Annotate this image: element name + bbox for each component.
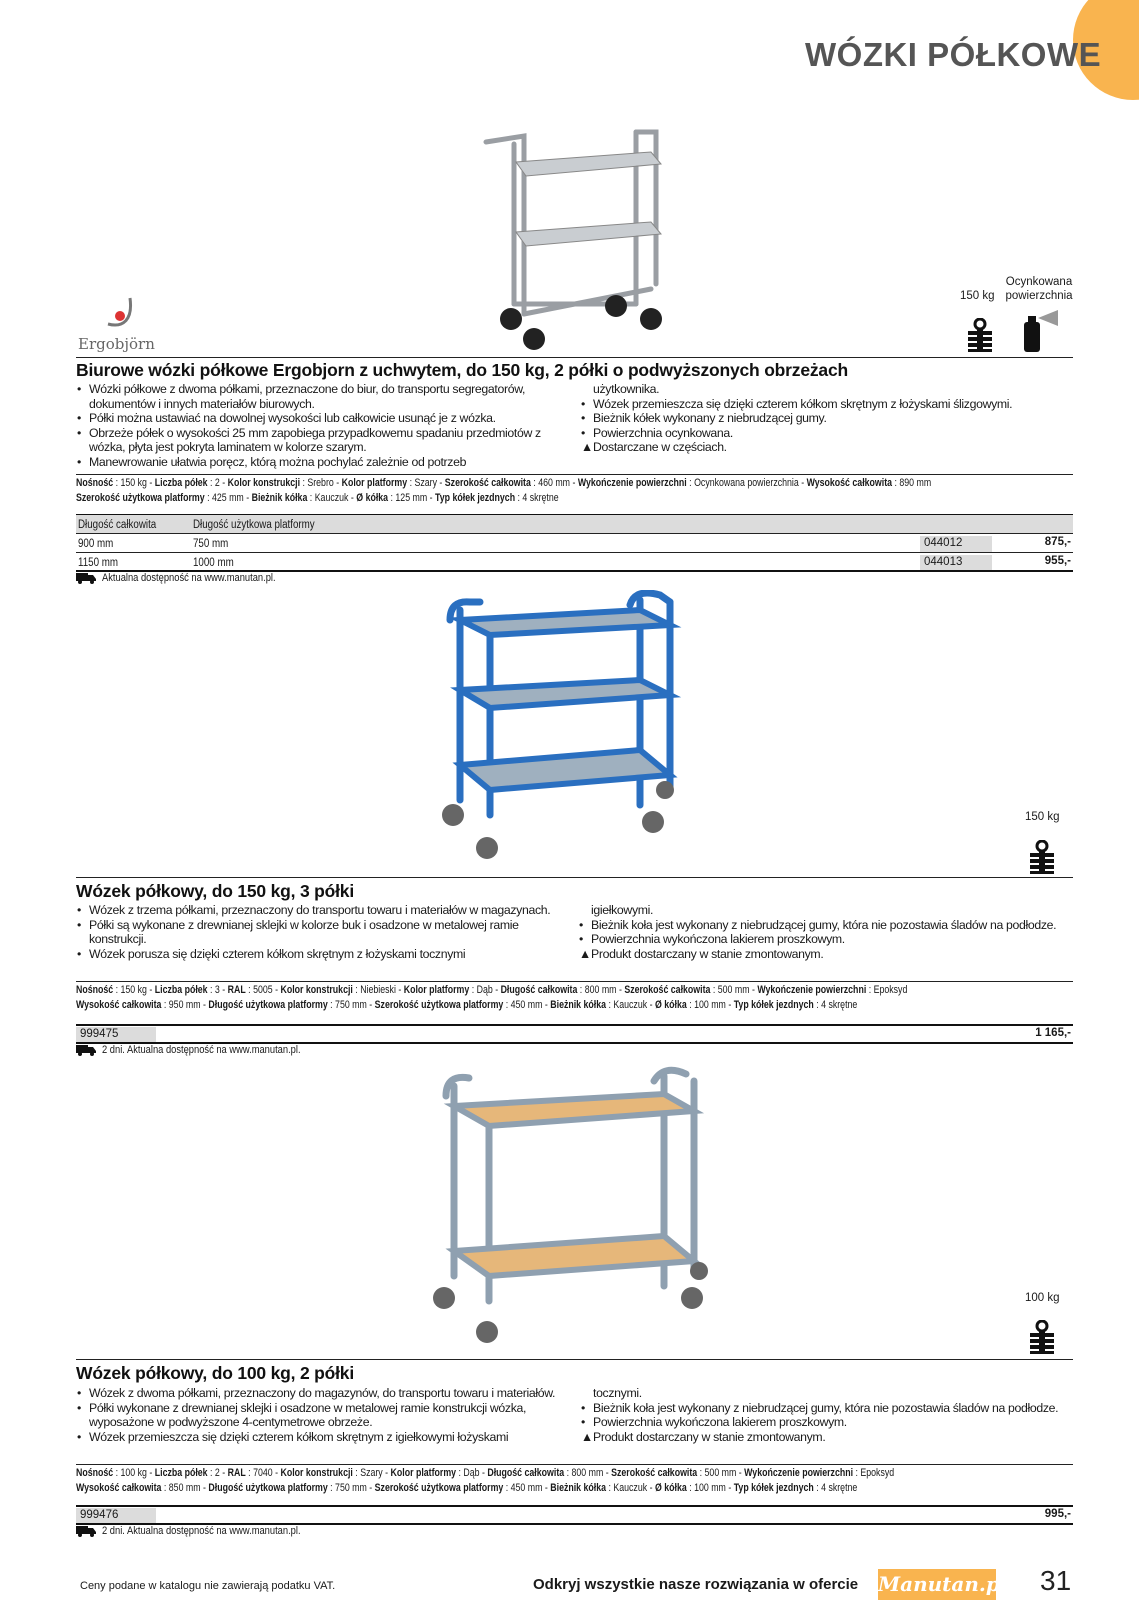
feature-item xyxy=(581,1430,1081,1445)
spec-value: 950 mm xyxy=(168,998,201,1011)
spec-value: 460 mm xyxy=(538,477,571,489)
table-row[interactable] xyxy=(76,1025,1073,1043)
spec-value: 2 xyxy=(214,477,220,489)
spec-value: 450 mm xyxy=(510,1481,543,1494)
spec-value: Epoksyd xyxy=(860,1467,895,1479)
feature-item xyxy=(77,947,577,962)
feature-text: Manewrowanie ułatwia poręcz, którą można pochylać zależnie od potrzeb xyxy=(89,454,467,469)
spec-value: 2 xyxy=(214,1467,220,1479)
feature-text: Powierzchnia ocynkowana. xyxy=(593,425,733,440)
spec-value: 500 mm xyxy=(704,1467,737,1479)
specifications: Nośność : 100 kg - Liczba półek : 2 - RAL : 7040 - Kolor konstrukcji : Szary - Kolor platformy : Dąb - Długość całkowita : 800 mm - Szerokość całkowita : 500 mm - Wykończenie powierzchni : Epoksyd Wysokość całkowita : 850 mm - Długość użytkowa platformy : 750 mm - Szerokość użytkowa platformy : 450 mm - Bieżnik kółka : Kauczuk - Ø kółka : 100 mm - Typ kółek jezdnych : 4 skrętne xyxy=(76,1467,895,1494)
feature-text: Dostarczane w częściach. xyxy=(593,440,727,454)
availability-text: Aktualna dostępność na www.manutan.pl. xyxy=(102,572,276,584)
bullet-marker: • xyxy=(581,425,585,440)
reference-code: 999476 xyxy=(76,1508,156,1524)
feature-text: Powierzchnia wykończona lakierem proszkowym. xyxy=(593,1415,847,1429)
bullet-marker: • xyxy=(77,1400,81,1415)
bullet-marker: • xyxy=(579,932,583,946)
feature-item xyxy=(77,426,577,455)
spec-value: 4 skrętne xyxy=(522,491,559,504)
spec-label: Nośność xyxy=(76,984,114,996)
feature-item xyxy=(77,1430,577,1445)
spec-value: Epoksyd xyxy=(873,984,908,996)
product-title: Wózek półkowy, do 100 kg, 2 półki xyxy=(76,1363,354,1383)
column-header: Długość użytkowa platformy xyxy=(193,519,315,531)
spec-label: Bieżnik kółka xyxy=(251,491,308,504)
spec-value: Kauczuk xyxy=(613,1481,648,1494)
spec-label: Wysokość całkowita xyxy=(806,477,893,489)
bullet-marker: • xyxy=(579,917,583,932)
spec-label: Bieżnik kółka xyxy=(550,1481,607,1494)
feature-text: Wózek z trzema półkami, przeznaczony do transportu towaru i materiałów w magazynach. xyxy=(89,903,551,917)
page-title: WÓZKI PÓŁKOWE xyxy=(805,36,1102,73)
spec-label: Typ kółek jezdnych xyxy=(733,1481,814,1494)
spec-label: Wysokość całkowita xyxy=(76,998,162,1011)
spec-label: Wysokość całkowita xyxy=(76,1481,162,1494)
feature-item xyxy=(77,455,577,470)
feature-text: Produkt dostarczany w stanie zmontowanym. xyxy=(591,946,824,961)
feature-text: Bieżnik koła jest wykonany z niebrudzącej gumy, która nie pozostawia śladów na podłodze. xyxy=(591,917,1057,932)
availability-text: 2 dni. Aktualna dostępność na www.manutan.pl. xyxy=(102,1525,301,1537)
spec-value: 100 mm xyxy=(694,998,726,1011)
feature-text: użytkownika. xyxy=(593,382,660,396)
vat-note: Ceny podane w katalogu nie zawierają podatku VAT. xyxy=(80,1580,336,1592)
capacity-label: 150 kg xyxy=(1025,811,1060,823)
spec-label: Wykończenie powierzchni xyxy=(757,984,867,996)
length-cell: 900 mm xyxy=(78,538,114,550)
truck-icon xyxy=(76,1526,96,1537)
feature-item xyxy=(579,947,1079,962)
feature-item xyxy=(581,411,1081,426)
price: 995,- xyxy=(1044,1508,1071,1520)
length-cell: 1150 mm xyxy=(78,557,119,569)
spec-value: 425 mm xyxy=(211,491,244,504)
product-image-blue-cart xyxy=(435,590,705,870)
bullet-marker: • xyxy=(77,454,81,469)
spec-label: Wykończenie powierzchni xyxy=(744,1467,854,1479)
spec-value: 500 mm xyxy=(717,984,750,996)
weight-icon xyxy=(1028,1320,1056,1354)
bullet-marker: • xyxy=(77,1386,81,1400)
bullet-marker: • xyxy=(77,411,81,425)
spec-label: Liczba półek xyxy=(154,984,208,996)
reference-code: 044012 xyxy=(920,536,992,552)
spec-label: Szerokość całkowita xyxy=(444,477,531,489)
feature-item xyxy=(77,382,577,411)
feature-item xyxy=(579,932,1079,947)
feature-text: tocznymi. xyxy=(593,1386,642,1400)
bullet-marker: • xyxy=(77,903,81,917)
spec-value: Ocynkowana powierzchnia xyxy=(694,477,799,489)
truck-icon xyxy=(76,573,96,584)
feature-item xyxy=(77,918,577,947)
spec-label: Ø kółka xyxy=(654,1481,687,1494)
spec-value: 100 kg xyxy=(120,1467,147,1479)
spec-label: Liczba półek xyxy=(154,477,208,489)
product-image-grey-wood-cart xyxy=(424,1066,720,1352)
spec-value: Kauczuk xyxy=(613,998,648,1011)
spec-value: 3 xyxy=(214,984,220,996)
availability-note xyxy=(76,572,306,584)
feature-item xyxy=(581,1415,1081,1430)
capacity-label: 150 kg xyxy=(960,290,995,302)
feature-text: Bieżnik kółek wykonany z niebrudzącej gumy. xyxy=(593,411,827,425)
feature-item xyxy=(579,918,1079,933)
product-image-ergobjorn-cart xyxy=(466,124,696,354)
feature-text: Półki można ustawiać na dowolnej wysokości lub całkowicie usunąć je z wózka. xyxy=(89,411,496,425)
feature-text: Obrzeże półek o wysokości 25 mm zapobiega przypadkowemu spadaniu przedmiotów z wózka, płyta jest pokryta laminatem w kolorze szarym. xyxy=(89,425,541,454)
platform-cell: 750 mm xyxy=(193,538,229,550)
feature-item xyxy=(581,1401,1081,1416)
price: 875,- xyxy=(1044,536,1071,548)
spec-value: Niebieski xyxy=(360,984,396,996)
table-row[interactable] xyxy=(76,534,1073,552)
bullet-marker: • xyxy=(77,382,81,396)
spec-value: Dąb xyxy=(463,1467,480,1479)
spec-value: 4 skrętne xyxy=(821,1481,858,1494)
brand-name: Ergobjörn xyxy=(78,335,155,353)
spec-label: Szerokość użytkowa platformy xyxy=(374,1481,504,1494)
features-list xyxy=(77,1386,577,1444)
capacity-label: 100 kg xyxy=(1025,1292,1060,1304)
spec-value: 150 kg xyxy=(120,477,147,489)
spec-value: Srebro xyxy=(307,477,334,489)
bullet-marker: • xyxy=(581,411,585,425)
platform-cell: 1000 mm xyxy=(193,557,234,569)
spec-label: Szerokość całkowita xyxy=(624,984,711,996)
manutan-logo[interactable]: Manutan.pl xyxy=(878,1569,996,1600)
feature-item xyxy=(77,411,577,426)
spec-label: RAL xyxy=(227,1467,246,1479)
spec-label: Bieżnik kółka xyxy=(550,998,607,1011)
table-header xyxy=(76,515,1073,533)
bullet-marker: • xyxy=(77,917,81,932)
bullet-marker: • xyxy=(77,1429,81,1444)
features-list xyxy=(77,382,577,469)
spray-paint-icon xyxy=(1020,310,1060,352)
feature-text: Półki wykonane z drewnianej sklejki i osadzone w metalowej ramie konstrukcji wózka, wyposażone w podwyższone 4-centymetrowe obrzeże. xyxy=(89,1400,527,1429)
spec-label: Nośność xyxy=(76,477,114,489)
bullet-marker: • xyxy=(581,1415,585,1429)
page-number: 31 xyxy=(1040,1565,1072,1596)
divider xyxy=(76,981,1073,982)
availability-note xyxy=(76,1525,336,1537)
features-list xyxy=(581,382,1081,455)
bullet-marker: • xyxy=(77,425,81,440)
bullet-marker: ▲ xyxy=(579,946,591,961)
bullet-marker: ▲ xyxy=(581,440,593,454)
reference-code: 044013 xyxy=(920,555,992,571)
table-row[interactable] xyxy=(76,1506,1073,1524)
spec-label: Szerokość całkowita xyxy=(611,1467,698,1479)
spec-label: Długość użytkowa platformy xyxy=(208,1481,328,1494)
divider xyxy=(76,1359,1073,1360)
feature-text: Powierzchnia wykończona lakierem proszkowym. xyxy=(591,932,845,946)
spec-label: Kolor platformy xyxy=(403,984,470,996)
feature-item xyxy=(581,440,1081,455)
ergobjorn-logo xyxy=(78,294,158,352)
spec-value: Kauczuk xyxy=(314,491,349,504)
spec-value: 800 mm xyxy=(571,1467,604,1479)
spec-value: 5005 xyxy=(253,984,273,996)
feature-item xyxy=(581,397,1081,412)
feature-text: Bieżnik koła jest wykonany z niebrudzącej gumy, która nie pozostawia śladów na podłodze. xyxy=(593,1400,1059,1415)
feature-text: Wózek przemieszcza się dzięki czterem kółkom skrętnym z łożyskami ślizgowymi. xyxy=(593,396,1013,411)
spec-label: Wykończenie powierzchni xyxy=(577,477,687,489)
product-title: Wózek półkowy, do 150 kg, 3 półki xyxy=(76,881,354,901)
spec-value: 850 mm xyxy=(168,1481,201,1494)
spec-value: 750 mm xyxy=(335,1481,367,1494)
spec-label: Kolor konstrukcji xyxy=(280,1467,353,1479)
specifications: Nośność : 150 kg - Liczba półek : 3 - RAL : 5005 - Kolor konstrukcji : Niebieski - Kolor platformy : Dąb - Długość całkowita : 800 mm - Szerokość całkowita : 500 mm - Wykończenie powierzchni : Epoksyd Wysokość całkowita : 950 mm - Długość użytkowa platformy : 750 mm - Szerokość użytkowa platformy : 450 mm - Bieżnik kółka : Kauczuk - Ø kółka : 100 mm - Typ kółek jezdnych : 4 skrętne xyxy=(76,984,908,1011)
spec-label: Szerokość użytkowa platformy xyxy=(374,998,504,1011)
specifications: Nośność : 150 kg - Liczba półek : 2 - Kolor konstrukcji : Srebro - Kolor platformy : Szary - Szerokość całkowita : 460 mm - Wykończenie powierzchni : Ocynkowana powierzchnia - Wysokość całkowita : 890 mm Szerokość użytkowa platformy : 425 mm - Bieżnik kółka : Kauczuk - Ø kółka : 125 mm - Typ kółek jezdnych : 4 skrętne xyxy=(76,477,932,504)
spec-label: Ø kółka xyxy=(654,998,687,1011)
weight-icon xyxy=(1028,840,1056,874)
spec-label: Ø kółka xyxy=(356,491,389,504)
table-row[interactable] xyxy=(76,553,1073,571)
spec-label: Szerokość użytkowa platformy xyxy=(76,491,205,504)
spec-value: Szary xyxy=(360,1467,383,1479)
spec-label: RAL xyxy=(227,984,246,996)
spec-value: 450 mm xyxy=(510,998,543,1011)
availability-text: 2 dni. Aktualna dostępność na www.manutan.pl. xyxy=(102,1044,301,1056)
ergobjorn-logo-mark xyxy=(78,294,158,330)
bullet-marker: • xyxy=(77,946,81,961)
features-list xyxy=(579,903,1079,961)
spec-label: Długość użytkowa platformy xyxy=(208,998,328,1011)
spec-label: Typ kółek jezdnych xyxy=(733,998,814,1011)
spec-label: Kolor platformy xyxy=(390,1467,457,1479)
divider xyxy=(76,474,1073,475)
feature-text: igiełkowymi. xyxy=(591,903,654,917)
divider xyxy=(76,357,1073,358)
spec-value: 100 mm xyxy=(694,1481,726,1494)
spec-value: 125 mm xyxy=(395,491,428,504)
features-list xyxy=(77,903,577,961)
bullet-marker: • xyxy=(581,396,585,411)
spec-label: Kolor konstrukcji xyxy=(227,477,301,489)
spec-value: 750 mm xyxy=(335,998,367,1011)
bullet-marker: ▲ xyxy=(581,1429,593,1444)
feature-item xyxy=(581,1386,1081,1401)
spec-label: Długość całkowita xyxy=(500,984,578,996)
spec-value: 4 skrętne xyxy=(821,998,858,1011)
availability-note xyxy=(76,1044,336,1056)
feature-item xyxy=(579,903,1079,918)
divider xyxy=(76,877,1073,878)
column-header: Długość całkowita xyxy=(78,519,157,531)
feature-item xyxy=(77,1401,577,1430)
spec-label: Kolor platformy xyxy=(341,477,408,489)
spec-label: Kolor konstrukcji xyxy=(280,984,353,996)
feature-text: Produkt dostarczany w stanie zmontowanym. xyxy=(593,1429,826,1444)
feature-item xyxy=(581,426,1081,441)
spec-label: Liczba półek xyxy=(154,1467,208,1479)
features-list xyxy=(581,1386,1081,1444)
feature-item xyxy=(581,382,1081,397)
price: 955,- xyxy=(1044,555,1071,567)
footer-cta: Odkryj wszystkie nasze rozwiązania w ofercie xyxy=(533,1576,859,1593)
truck-icon xyxy=(76,1045,96,1056)
spec-value: Dąb xyxy=(476,984,493,996)
feature-item xyxy=(77,1386,577,1401)
finish-label: Ocynkowana powierzchnia xyxy=(1005,276,1073,302)
price: 1 165,- xyxy=(1035,1027,1071,1039)
spec-value: Szary xyxy=(414,477,437,489)
spec-label: Długość całkowita xyxy=(487,1467,565,1479)
spec-label: Typ kółek jezdnych xyxy=(435,491,516,504)
spec-value: 800 mm xyxy=(584,984,617,996)
spec-value: 890 mm xyxy=(899,477,932,489)
bullet-marker: • xyxy=(581,1400,585,1415)
spec-value: 150 kg xyxy=(120,984,147,996)
reference-code: 999475 xyxy=(76,1027,156,1043)
feature-text: Wózek porusza się dzięki czterem kółkom skrętnym z łożyskami tocznymi xyxy=(89,946,466,961)
feature-item xyxy=(77,903,577,918)
weight-icon xyxy=(966,318,994,352)
feature-text: Wózek przemieszcza się dzięki czterem kółkom skrętnym z igiełkowymi łożyskami xyxy=(89,1429,509,1444)
divider xyxy=(76,1464,1073,1465)
product-title: Biurowe wózki półkowe Ergobjorn z uchwytem, do 150 kg, 2 półki o podwyższonych obrzeżach xyxy=(76,360,848,380)
feature-text: Wózki półkowe z dwoma półkami, przeznaczone do biur, do transportu segregatorów, dokumentów i innych materiałów biurowych. xyxy=(89,382,526,411)
spec-value: 7040 xyxy=(253,1467,273,1479)
spec-label: Nośność xyxy=(76,1467,114,1479)
feature-text: Wózek z dwoma półkami, przeznaczony do magazynów, do transportu towaru i materiałów. xyxy=(89,1386,556,1400)
feature-text: Półki są wykonane z drewnianej sklejki w kolorze buk i osadzone w metalowej ramie konstrukcji. xyxy=(89,917,519,946)
